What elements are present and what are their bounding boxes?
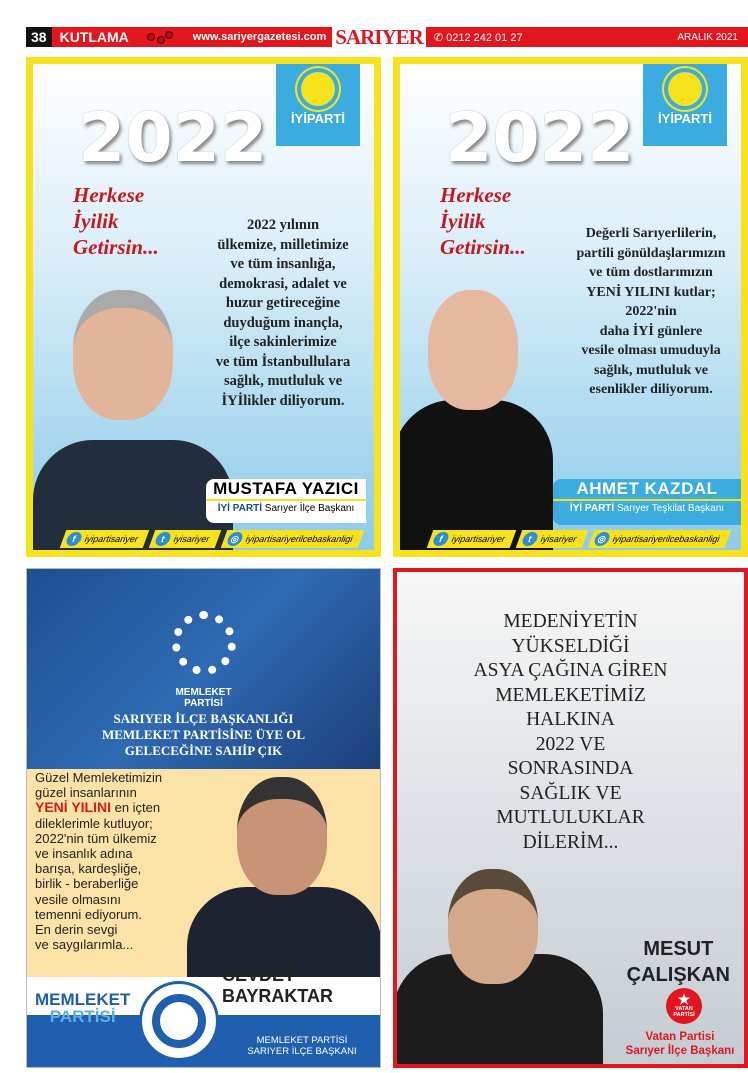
vatan-partisi-logo: ★ VATAN PARTİSİ — [666, 988, 702, 1024]
year-title: 2022 — [445, 99, 635, 178]
greeting: Herkese İyilik Getirsin... — [440, 183, 526, 259]
name-box: AHMET KAZDAL İYİ PARTİ Sarıyer Teşkilat Başkanı — [553, 479, 741, 525]
ad-ahmet-kazdal — [393, 57, 748, 557]
iyi-parti-logo: İYİPARTİ — [643, 64, 727, 146]
twitter-link[interactable]: t iyisariyer — [516, 530, 588, 548]
person-name: MESUT ÇALIŞKAN — [626, 938, 730, 986]
party-name: MEMLEKET PARTİSİ — [175, 687, 232, 709]
website-link[interactable]: www.sariyergazetesi.com — [192, 31, 327, 43]
holly-icon — [135, 27, 185, 47]
social-links — [33, 528, 374, 550]
memleket-circle-logo-icon — [139, 981, 219, 1061]
portrait-photo — [393, 290, 553, 550]
ad-cevdet-bayraktar — [26, 568, 381, 1068]
person-name: CEVDET BAYRAKTAR — [222, 965, 334, 1006]
facebook-link[interactable]: f iyipartisariyer — [60, 530, 150, 548]
newspaper-logo: SARIYER — [332, 26, 426, 48]
portrait-photo — [187, 777, 381, 977]
message: 2022 yılının ülkemize, milletimize ve tüm insanlığa, demokrasi, adalet ve huzur getireceğine duyduğum inançla, ilçe sakinlerimize ve tüm İstanbullulara sağlık, mutluluk ve İYİlikler diliyorum. — [215, 217, 351, 409]
sun-icon — [668, 72, 702, 106]
ad-mesut-caliskan — [393, 568, 748, 1068]
greeting: Herkese İyilik Getirsin... — [73, 183, 159, 259]
facebook-icon: f — [64, 532, 83, 546]
instagram-icon: ◎ — [592, 532, 611, 546]
twitter-link[interactable]: t iyisariyer — [149, 530, 221, 548]
page-number: 38 — [26, 27, 52, 47]
message: Güzel Memleketimizin güzel insanlarının YENİ YILINI en içten dileklerimle kutluyor; 2022'nin tüm ülkemiz ve insanlık adına barışa, kardeşliğe, birlik - beraberliğe vesile olmasını temenni ediyorum. En derin sevgi ve saygılarımla... — [35, 770, 163, 953]
instagram-link[interactable]: ◎ iyipartisariyerilcebaskanligi — [220, 530, 363, 548]
message: Değerli Sarıyerlilerin, partili gönüldaşlarımızın ve tüm dostlarımızın YENİ YILINI kutlar; 2022'nin daha İYİ günlere vesile olması umuduyla sağlık, mutluluk ve esenlikler diliyorum. — [576, 226, 726, 397]
twitter-icon: t — [153, 532, 172, 546]
facebook-icon: f — [431, 532, 450, 546]
slogan: SARIYER İLÇE BAŞKANLIĞI MEMLEKET PARTİSİNE ÜYE OL GELECEĞİNE SAHİP ÇIK — [101, 711, 306, 758]
page-header — [26, 27, 748, 47]
year-title: 2022 — [78, 99, 268, 178]
instagram-link[interactable]: ◎ iyipartisariyerilcebaskanligi — [587, 530, 730, 548]
person-role: MEMLEKET PARTİSİ SARIYER İLÇE BAŞKANI — [247, 1035, 357, 1057]
phone-number: ✆ 0212 242 01 27 — [433, 31, 523, 44]
memleket-logo-icon — [172, 611, 236, 675]
portrait-photo — [393, 869, 603, 1064]
ad-mustafa-yazici — [26, 57, 381, 557]
message: MEDENİYETİN YÜKSELDİĞİ ASYA ÇAĞINA GİREN MEMLEKETİMİZ HALKINA 2022 VE SONRASINDA SAĞLIK VE MUTLULUKLAR DİLERİM... — [473, 611, 668, 853]
bottom-party-logo: MEMLEKET PARTİSİ — [35, 990, 131, 1026]
star-icon: ★ — [677, 991, 691, 1007]
issue-date: ARALIK 2021 — [677, 31, 738, 43]
facebook-link[interactable]: f iyipartisariyer — [427, 530, 517, 548]
iyi-parti-logo: İYİPARTİ — [276, 64, 360, 146]
sun-icon — [301, 72, 335, 106]
social-links — [400, 528, 741, 550]
twitter-icon: t — [520, 532, 539, 546]
section-title: KUTLAMA — [59, 29, 129, 45]
name-box: MUSTAFA YAZICI İYİ PARTİ Sarıyer İlçe Başkanı — [206, 479, 366, 523]
instagram-icon: ◎ — [225, 532, 244, 546]
person-role: Vatan Partisi Sarıyer İlçe Başkanı — [625, 1031, 735, 1057]
